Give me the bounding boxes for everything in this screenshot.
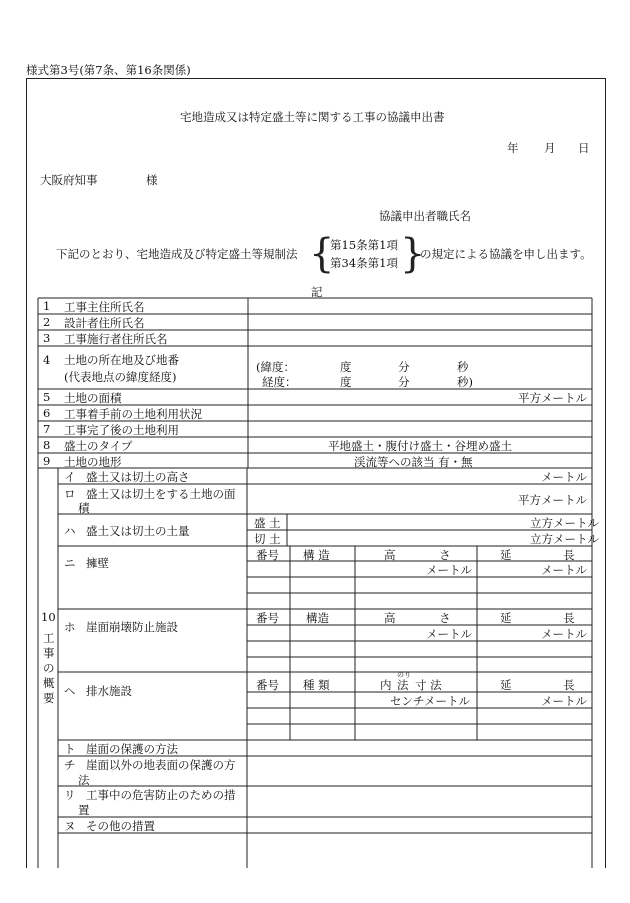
row-1-label: 工事主住所氏名: [64, 300, 145, 314]
item-ni-label: 擁壁: [86, 556, 109, 570]
longitude-min: 分: [398, 375, 410, 389]
item-ha-mark: ハ: [64, 524, 76, 538]
item-nu-label: その他の措置: [86, 819, 155, 833]
item-he-h-size-main: 法: [397, 678, 409, 692]
section-10-char-4: 概: [43, 676, 55, 690]
latitude-sec: 秒: [457, 360, 469, 374]
row-7-num: 7: [43, 422, 51, 436]
item-ho-h-struct: 構造: [306, 611, 329, 625]
item-ro-mark: ロ: [64, 487, 76, 501]
item-ni-h-struct: 構 造: [303, 548, 330, 562]
item-ri-mark: リ: [64, 788, 76, 802]
row-5-num: 5: [43, 390, 51, 404]
item-i-mark: イ: [64, 470, 76, 484]
item-he-h-num: 番号: [256, 678, 279, 692]
row-2-label: 設計者住所氏名: [64, 316, 145, 330]
row-9-num: 9: [43, 454, 51, 468]
row-9-value: 渓流等への該当 有・無: [354, 455, 473, 469]
item-to-label: 崖面の保護の方法: [86, 742, 178, 756]
item-chi-label-1: 崖面以外の地表面の保護の方: [86, 758, 236, 772]
latitude-min: 分: [398, 360, 410, 374]
right-brace-icon: }: [400, 231, 426, 277]
longitude-label: 経度：: [262, 375, 297, 389]
latitude-deg: 度: [340, 360, 352, 374]
item-he-h-size-post: 寸 法: [415, 678, 442, 692]
item-ro-label-2: 積: [78, 501, 90, 515]
item-ha-mori-unit: 立方メートル: [530, 516, 599, 530]
item-ho-unit-length: メートル: [541, 627, 587, 641]
addressee-honorific: 様: [146, 173, 158, 187]
row-4-label-2: (代表地点の緯度経度): [64, 370, 177, 384]
longitude-deg: 度: [340, 375, 352, 389]
row-8-num: 8: [43, 438, 51, 452]
ki-label: 記: [311, 285, 323, 299]
item-ho-mark: ホ: [64, 620, 76, 634]
item-ro-label-1: 盛土又は切土をする土地の面: [86, 487, 236, 501]
item-ho-unit-height: メートル: [426, 627, 472, 641]
item-ha-kiri: 切 土: [254, 532, 281, 546]
date-year: 年: [507, 141, 519, 155]
row-3-label: 工事施行者住所氏名: [64, 332, 168, 346]
statement-suffix: の規定による協議を申し出ます。: [420, 247, 592, 261]
item-ha-label: 盛土又は切土の土量: [86, 524, 190, 538]
section-10-char-5: 要: [43, 691, 55, 705]
item-ni-h-num: 番号: [256, 548, 279, 562]
item-ni-h-height: 高 さ: [384, 548, 451, 562]
latitude-label: (緯度：: [256, 360, 295, 374]
row-4-num: 4: [43, 353, 51, 367]
left-brace-icon: {: [309, 231, 335, 277]
item-ho-h-height: 高 さ: [384, 611, 451, 625]
article-1: 第15条第1項: [330, 238, 398, 252]
row-5-label: 土地の面積: [64, 391, 122, 405]
item-ni-unit-length: メートル: [541, 563, 587, 577]
row-9-label: 土地の地形: [64, 455, 122, 469]
item-ha-kiri-unit: 立方メートル: [530, 532, 599, 546]
item-i-unit: メートル: [541, 470, 587, 484]
item-he-h-kind: 種 類: [303, 678, 330, 692]
item-he-h-size-pre: 内: [380, 678, 392, 692]
section-10-num: 10: [41, 610, 56, 624]
row-7-label: 工事完了後の土地利用: [64, 423, 179, 437]
item-he-mark: ヘ: [64, 684, 76, 698]
date-month: 月: [544, 141, 556, 155]
item-ho-h-num: 番号: [256, 611, 279, 625]
item-he-unit-length: メートル: [541, 694, 587, 708]
item-nu-mark: ヌ: [64, 819, 76, 833]
item-he-label: 排水施設: [86, 684, 132, 698]
item-ha-mori: 盛 土: [254, 516, 281, 530]
item-ni-mark: ニ: [64, 556, 76, 570]
item-ri-label-1: 工事中の危害防止のための措: [86, 788, 236, 802]
item-to-mark: ト: [64, 742, 76, 756]
item-he-h-size-ruby: のり: [397, 671, 411, 679]
item-he-h-length: 延 長: [500, 678, 575, 692]
longitude-sec: 秒): [457, 375, 473, 389]
row-8-label: 盛土のタイプ: [64, 439, 133, 453]
item-he-unit-size: センチメートル: [390, 694, 471, 708]
form-number: 様式第3号(第7条、第16条関係): [26, 63, 191, 77]
row-6-label: 工事着手前の土地利用状況: [64, 407, 202, 421]
row-4-label-1: 土地の所在地及び地番: [64, 353, 179, 367]
applicant-label: 協議申出者職氏名: [379, 209, 471, 223]
statement-prefix: 下記のとおり、宅地造成及び特定盛土等規制法: [56, 247, 298, 261]
addressee-name: 大阪府知事: [40, 173, 98, 187]
item-ni-h-length: 延 長: [500, 548, 575, 562]
item-ho-label: 崖面崩壊防止施設: [86, 620, 178, 634]
section-10-char-1: 工: [43, 631, 55, 645]
article-2: 第34条第1項: [330, 256, 398, 270]
item-ho-h-length: 延 長: [500, 611, 575, 625]
row-1-num: 1: [43, 299, 51, 313]
row-5-unit: 平方メートル: [518, 391, 587, 405]
item-ro-unit: 平方メートル: [518, 493, 587, 507]
section-10-char-2: 事: [43, 646, 55, 660]
row-8-value: 平地盛土・腹付け盛土・谷埋め盛土: [328, 439, 512, 453]
row-3-num: 3: [43, 331, 51, 345]
item-chi-mark: チ: [64, 758, 76, 772]
item-chi-label-2: 法: [78, 773, 90, 787]
date-day: 日: [578, 141, 590, 155]
item-ri-label-2: 置: [78, 803, 90, 817]
item-i-label: 盛土又は切土の高さ: [86, 470, 190, 484]
row-2-num: 2: [43, 315, 51, 329]
section-10-char-3: の: [43, 661, 55, 675]
form-title: 宅地造成又は特定盛土等に関する工事の協議申出書: [180, 110, 445, 124]
item-ni-unit-height: メートル: [426, 563, 472, 577]
row-6-num: 6: [43, 406, 51, 420]
